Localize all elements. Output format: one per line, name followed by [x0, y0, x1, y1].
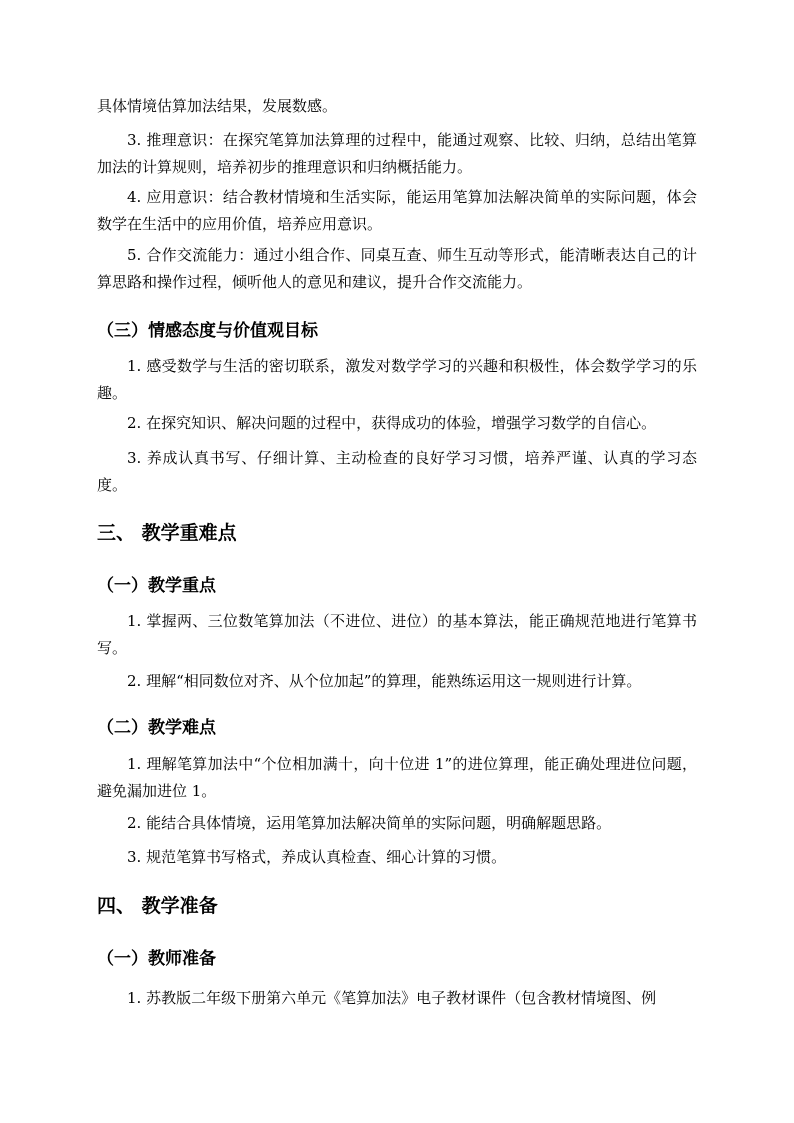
paragraph-key-1: 1. 掌握两、三位数笔算加法（不进位、进位）的基本算法，能正确规范地进行笔算书写。	[97, 612, 697, 657]
paragraph-emotion-1: 1. 感受数学与生活的密切联系，激发对数学学习的兴趣和积极性，体会数学学习的乐趣。	[97, 357, 697, 402]
heading-difficult-points: （二）教学难点	[97, 718, 216, 738]
paragraph-teacher-1: 1. 苏教版二年级下册第六单元《笔算加法》电子教材课件（包含教材情境图、例	[127, 989, 657, 1007]
paragraph-reasoning: 3. 推理意识：在探究笔算加法算理的过程中，能通过观察、比较、归纳，总结出笔算加法的计算规则，培养初步的推理意识和归纳概括能力。	[97, 131, 697, 176]
heading-section-4: 四、 教学准备	[97, 895, 218, 917]
heading-key-points: （一）教学重点	[97, 576, 216, 596]
paragraph-number-sense-end: 具体情境估算加法结果，发展数感。	[97, 97, 338, 115]
paragraph-cooperation: 5. 合作交流能力：通过小组合作、同桌互查、师生互动等形式，能清晰表达自己的计算思路和操作过程，倾听他人的意见和建议，提升合作交流能力。	[97, 246, 697, 291]
paragraph-emotion-3: 3. 养成认真书写、仔细计算、主动检查的良好学习习惯，培养严谨、认真的学习态度。	[97, 449, 697, 494]
paragraph-key-2: 2. 理解“相同数位对齐、从个位加起”的算理，能熟练运用这一规则进行计算。	[127, 672, 642, 690]
heading-emotion-goals: （三）情感态度与价值观目标	[97, 321, 318, 341]
paragraph-difficult-3: 3. 规范笔算书写格式，养成认真检查、细心计算的习惯。	[127, 848, 507, 866]
paragraph-difficult-2: 2. 能结合具体情境，运用笔算加法解决简单的实际问题，明确解题思路。	[127, 814, 612, 832]
heading-teacher-preparation: （一）教师准备	[97, 949, 216, 969]
paragraph-emotion-2: 2. 在探究知识、解决问题的过程中，获得成功的体验，增强学习数学的自信心。	[127, 414, 657, 432]
heading-section-3: 三、 教学重难点	[97, 522, 237, 544]
paragraph-difficult-1: 1. 理解笔算加法中“个位相加满十，向十位进 1”的进位算理，能正确处理进位问题，避免漏加进位 1。	[97, 755, 697, 800]
paragraph-application: 4. 应用意识：结合教材情境和生活实际，能运用笔算加法解决简单的实际问题，体会数学在生活中的应用价值，培养应用意识。	[97, 188, 697, 233]
